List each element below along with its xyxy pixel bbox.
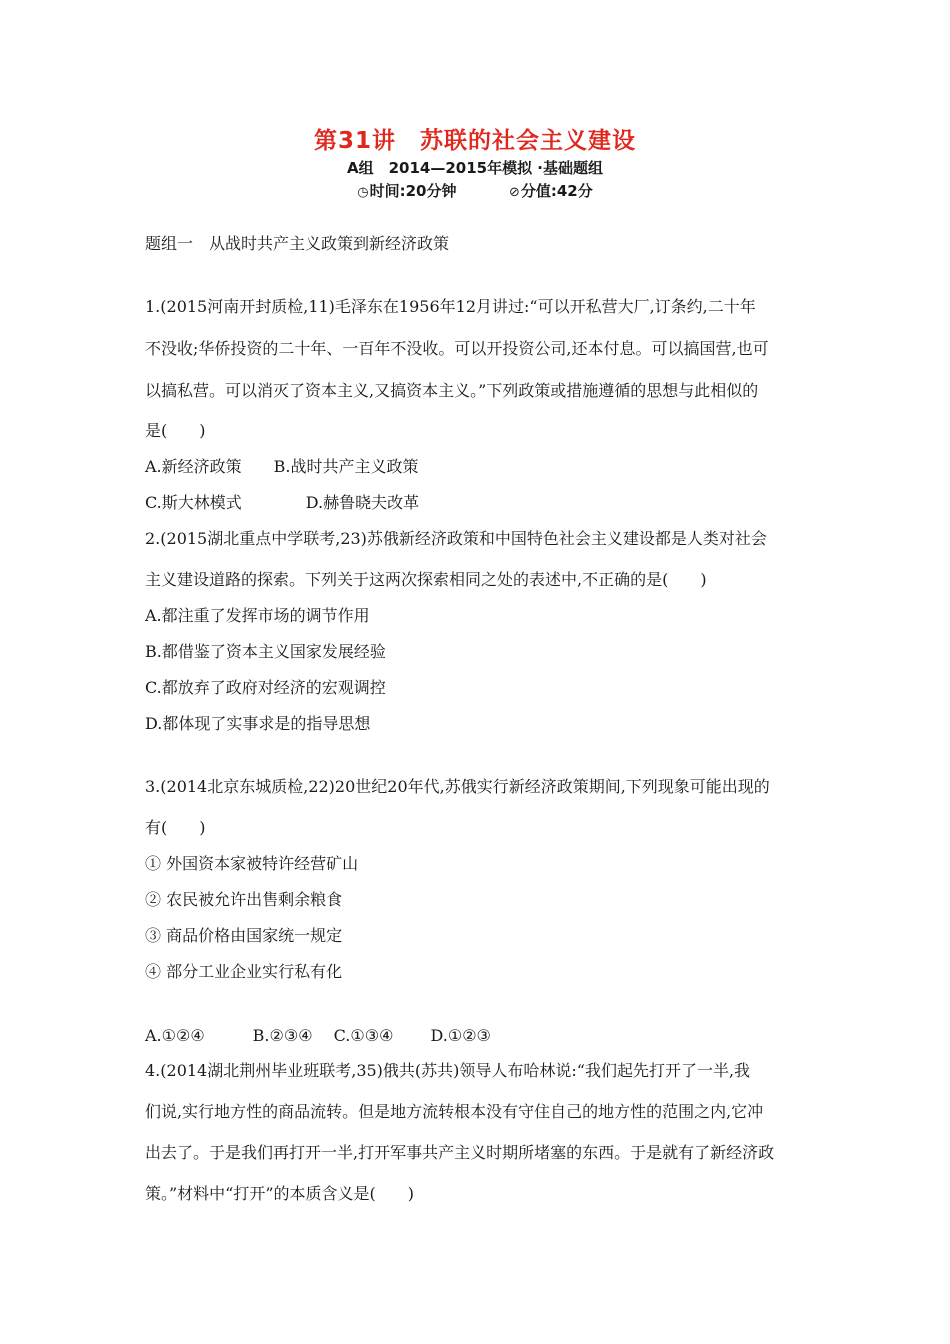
section-heading: 题组一 从战时共产主义政策到新经济政策	[145, 234, 450, 253]
time-info	[357, 180, 456, 201]
q2-option-c: C.都放弃了政府对经济的宏观调控	[145, 678, 386, 697]
clock-icon: ◷	[357, 185, 369, 200]
q3-statement-4: ④ 部分工业企业实行私有化	[145, 962, 343, 981]
q4-stem-line: 们说,实行地方性的商品流转。但是地方流转根本没有守住自己的地方性的范围之内,它冲	[145, 1102, 764, 1121]
check-circle-icon: ⊘	[508, 185, 520, 200]
q1-options-cd: C.斯大林模式 D.赫鲁晓夫改革	[145, 493, 420, 512]
q3-statement-2: ② 农民被允许出售剩余粮食	[145, 890, 343, 909]
q2-option-b: B.都借鉴了资本主义国家发展经验	[145, 642, 386, 661]
q3-statement-3: ③ 商品价格由国家统一规定	[145, 926, 343, 945]
lesson-title: 第31讲 苏联的社会主义建设	[313, 128, 636, 154]
q2-option-a: A.都注重了发挥市场的调节作用	[145, 606, 370, 625]
q1-stem-line: 是( )	[145, 421, 206, 440]
q3-stem-line: 3.(2014北京东城质检,22)20世纪20年代,苏俄实行新经济政策期间,下列现象可能出现的	[145, 777, 770, 796]
q1-stem-line: 不没收;华侨投资的二十年、一百年不没收。可以开投资公司,还本付息。可以搞国营,也可	[145, 339, 769, 358]
score-label: 分值:42分	[520, 182, 593, 200]
q4-stem-line: 出去了。于是我们再打开一半,打开军事共产主义时期所堵塞的东西。于是就有了新经济政	[145, 1143, 775, 1162]
q2-stem-line: 2.(2015湖北重点中学联考,23)苏俄新经济政策和中国特色社会主义建设都是人类对社会	[145, 529, 767, 548]
q2-option-d: D.都体现了实事求是的指导思想	[145, 714, 371, 733]
q2-stem-line: 主义建设道路的探索。下列关于这两次探索相同之处的表述中,不正确的是( )	[145, 570, 707, 589]
q3-stem-line: 有( )	[145, 818, 206, 837]
q4-stem-line: 策。”材料中“打开”的本质含义是( )	[145, 1184, 415, 1203]
exam-meta	[0, 180, 950, 201]
q1-stem-line: 以搞私营。可以消灭了资本主义,又搞资本主义。”下列政策或措施遵循的思想与此相似的	[145, 381, 759, 400]
q4-stem-line: 4.(2014湖北荆州毕业班联考,35)俄共(苏共)领导人布哈林说:“我们起先打开了一半,我	[145, 1061, 751, 1080]
q1-stem-line: 1.(2015河南开封质检,11)毛泽东在1956年12月讲过:“可以开私营大厂,订条约,二十年	[145, 297, 756, 316]
q1-options-ab: A.新经济政策 B.战时共产主义政策	[145, 457, 419, 476]
time-label: 时间:20分钟	[369, 182, 457, 200]
q3-options: A.①②④ B.②③④ C.①③④ D.①②③	[145, 1026, 491, 1045]
group-subtitle: A组 2014—2015年模拟 ·基础题组	[346, 159, 604, 177]
score-info	[509, 180, 593, 201]
q3-statement-1: ① 外国资本家被特许经营矿山	[145, 854, 359, 873]
